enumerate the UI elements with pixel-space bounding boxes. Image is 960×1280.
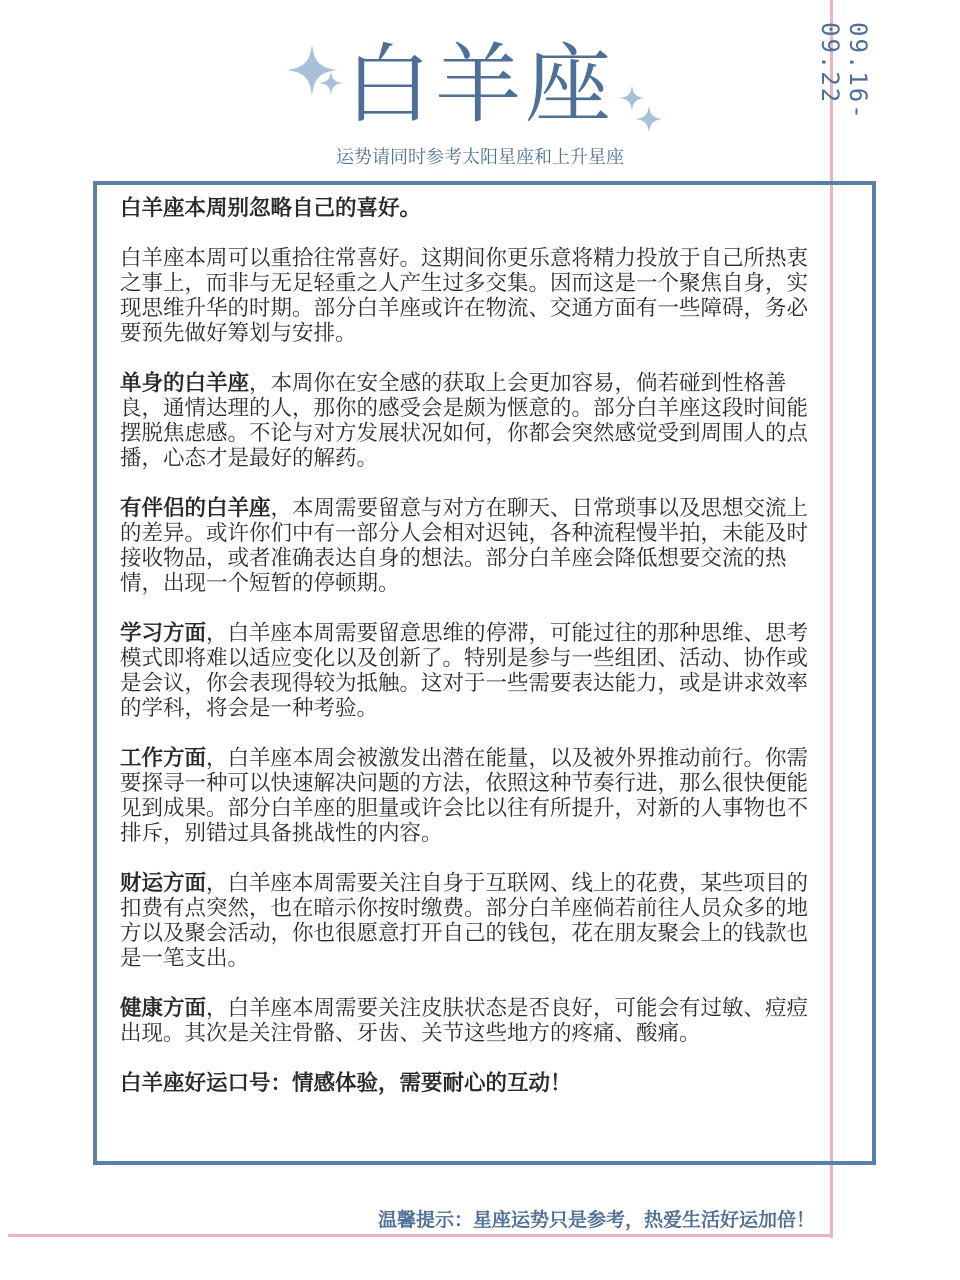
section-label: 有伴侣的白羊座 <box>120 496 271 521</box>
headline: 白羊座本周别忽略自己的喜好。 <box>120 196 422 221</box>
section-work <box>120 746 820 846</box>
section-label: 学习方面 <box>120 621 207 646</box>
horoscope-content <box>120 196 820 1121</box>
date-range: 09.16-09.22 <box>816 22 872 121</box>
footer-tip: 温馨提示：星座运势只是参考，热爱生活好运加倍！ <box>377 1209 815 1231</box>
subtitle: 运势请同时参考太阳星座和上升星座 <box>336 147 624 168</box>
section-label: 单身的白羊座 <box>120 371 250 396</box>
section-text: ，白羊座本周会被激发出潜在能量，以及被外界推动前行。你需要探寻一种可以快速解决问题的方法，依照这种节奏行进，那么很快便能见到成果。部分白羊座的胆量或许会比以往有所提升，对新的人事物也不排斥，别错过具备挑战性的内容。 <box>120 746 809 846</box>
page-title: 白羊座 <box>345 35 615 135</box>
sparkle-icon-right-large <box>634 104 664 134</box>
section-study <box>120 621 820 721</box>
section-label: 工作方面 <box>120 746 207 771</box>
intro-paragraph: 白羊座本周可以重拾往常喜好。这期间你更乐意将精力投放于自己所热衷之事上，而非与无足轻重之人产生过多交集。因而这是一个聚焦自身，实现思维升华的时期。部分白羊座或许在物流、交通方面有一些障碍，务必要预先做好筹划与安排。 <box>120 246 809 346</box>
section-label: 财运方面 <box>120 871 207 896</box>
section-label: 健康方面 <box>120 996 207 1021</box>
section-single <box>120 371 820 471</box>
section-partnered <box>120 496 820 596</box>
section-text: ，白羊座本周需要留意思维的停滞，可能过往的那种思维、思考模式即将难以适应变化以及创新了。特别是参与一些组团、活动、协作或是会议，你会表现得较为抵触。这对于一些需要表达能力，或是讲求效率的学科，将会是一种考验。 <box>120 621 809 721</box>
pink-frame-horizontal <box>8 1234 833 1237</box>
section-health <box>120 996 820 1046</box>
section-text: ，白羊座本周需要关注皮肤状态是否良好，可能会有过敏、痘痘出现。其次是关注骨骼、牙齿、关节这些地方的疼痛、酸痛。 <box>120 996 809 1046</box>
section-text: ，本周需要留意与对方在聊天、日常琐事以及思想交流上的差异。或许你们中有一部分人会相对迟钝，各种流程慢半拍，未能及时接收物品，或者准确表达自身的想法。部分白羊座会降低想要交流的热情，出现一个短暂的停顿期。 <box>120 496 809 596</box>
section-wealth <box>120 871 820 971</box>
section-text: ，本周你在安全感的获取上会更加容易，倘若碰到性格善良，通情达理的人，那你的感受会是颇为惬意的。部分白羊座这段时间能摆脱焦虑感。不论与对方发展状况如何，你都会突然感觉受到周围人的点播，心态才是最好的解药。 <box>120 371 809 471</box>
section-text: ，白羊座本周需要关注自身于互联网、线上的花费，某些项目的扣费有点突然，也在暗示你按时缴费。部分白羊座倘若前往人员众多的地方以及聚会活动，你也很愿意打开自己的钱包，花在朋友聚会上的钱款也是一笔支出。 <box>120 871 809 971</box>
slogan: 白羊座好运口号：情感体验，需要耐心的互动！ <box>120 1071 572 1096</box>
